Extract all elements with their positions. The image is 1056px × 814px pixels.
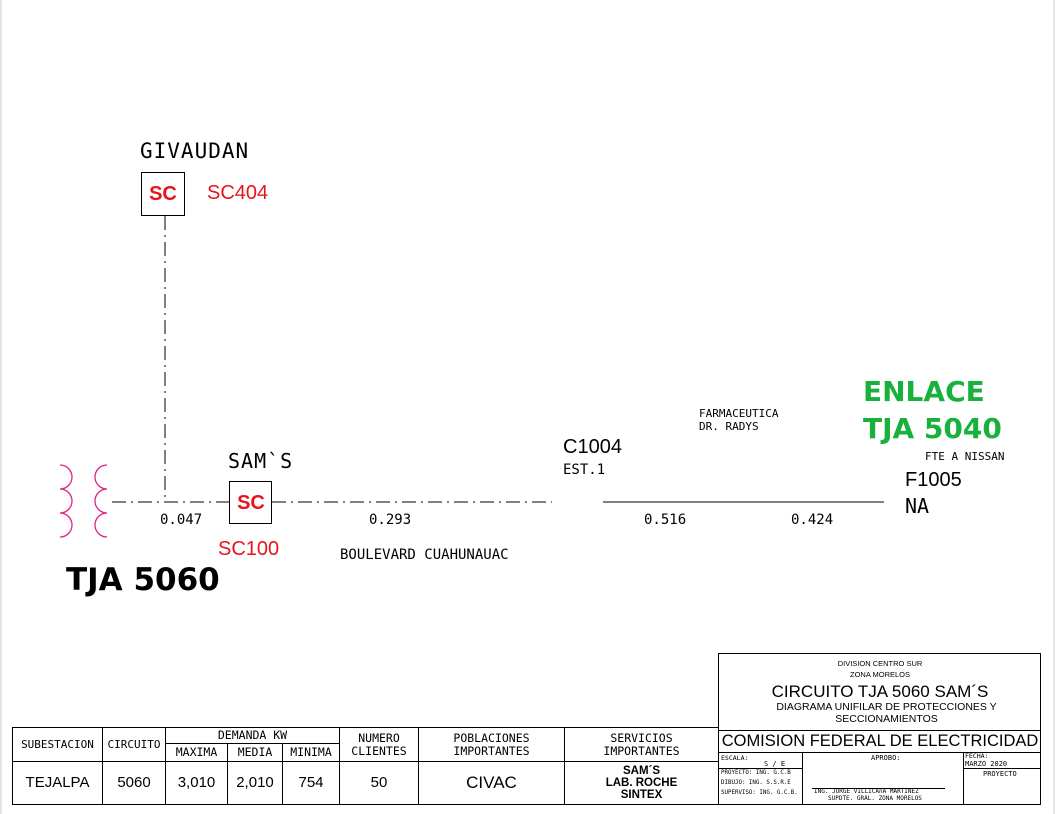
- header-numero-line2: CLIENTES: [351, 743, 407, 758]
- farmaceutica-label: FARMACEUTICA: [699, 407, 779, 420]
- cell-clientes: 50: [370, 774, 388, 792]
- tb-fecha-value: MARZO 2020: [965, 760, 1008, 768]
- tb-approver-name: ING. JORGE VILLICAñA MARTINEZ: [814, 788, 919, 795]
- tb-approver-title: SUPDTE. GRAL. ZONA MORELOS: [828, 795, 922, 802]
- header-maxima: MAXIMA: [175, 745, 218, 760]
- segment-length-2: 0.293: [369, 512, 412, 528]
- header-media: MEDIA: [237, 745, 273, 760]
- dr-radys-label: DR. RADYS: [699, 420, 759, 433]
- fte-nissan-note: FTE A NISSAN: [925, 450, 1005, 463]
- f1005-label: F1005: [905, 469, 962, 491]
- header-poblaciones-line2: IMPORTANTES: [453, 743, 530, 758]
- tb-fecha-label: FECHA:: [965, 752, 989, 760]
- enlace-label: ENLACE: [863, 375, 985, 408]
- c1004-label: C1004: [563, 436, 622, 458]
- cell-servicios: [565, 762, 718, 804]
- street-label: BOULEVARD CUAHUNAUAC: [340, 547, 509, 563]
- header-circuito: CIRCUITO: [107, 737, 161, 751]
- header-minima: MINIMA: [290, 745, 332, 760]
- header-poblaciones: [419, 728, 564, 761]
- switch-sc404-symbol: SC: [149, 182, 177, 205]
- tb-division: DIVISION CENTRO SUR: [837, 659, 923, 668]
- cell-minima: 754: [298, 774, 324, 792]
- tb-proyecto: PROYECTO: ING. G.C.B: [721, 770, 791, 776]
- tb-circuit-title: CIRCUITO TJA 5060 SAM´S: [771, 682, 989, 701]
- givaudan-label: GIVAUDAN: [140, 139, 250, 163]
- cell-poblaciones: CIVAC: [466, 773, 517, 793]
- enlace-target-label: TJA 5040: [863, 412, 1002, 445]
- f1005-state: NA: [905, 494, 930, 518]
- tb-company: COMISION FEDERAL DE ELECTRICIDAD: [721, 732, 1039, 750]
- cell-subestacion: TEJALPA: [25, 774, 90, 792]
- tb-escala-value: S / E: [764, 760, 786, 768]
- header-subestacion: SUBESTACION: [21, 737, 94, 751]
- tb-proyecto-header: PROYECTO: [983, 770, 1017, 778]
- transformer-symbol: [60, 465, 107, 537]
- sams-label: SAM`S: [228, 449, 294, 473]
- servicio-1: SAM´S: [622, 764, 661, 777]
- c1004-station: EST.1: [563, 462, 606, 478]
- tb-diagram-type-1: DIAGRAMA UNIFILAR DE PROTECCIONES Y: [776, 701, 997, 713]
- header-demanda: DEMANDA KW: [217, 728, 288, 743]
- switch-sc100-symbol: SC: [237, 491, 265, 514]
- cell-media: 2,010: [236, 774, 274, 792]
- sc100-id: SC100: [218, 538, 280, 560]
- tb-dibujo: DIBUJO: ING. S.S.R.E: [721, 780, 791, 786]
- header-numero-clientes: [340, 728, 418, 761]
- cell-maxima: 3,010: [177, 774, 216, 792]
- header-servicios: [565, 728, 718, 761]
- tb-diagram-type-2: SECCIONAMIENTOS: [835, 713, 938, 725]
- header-servicios-line2: IMPORTANTES: [603, 743, 680, 758]
- servicio-3: SINTEX: [620, 789, 663, 802]
- header-poblaciones-line1: POBLACIONES: [453, 731, 530, 746]
- cell-circuito: 5060: [117, 774, 151, 792]
- servicio-2: LAB. ROCHE: [605, 776, 678, 789]
- segment-length-1: 0.047: [160, 512, 203, 528]
- tb-escala-label: ESCALA:: [721, 754, 749, 762]
- tb-aprobo-label: APROBO:: [871, 754, 901, 762]
- tb-zona: ZONA MORELOS: [849, 670, 910, 679]
- source-circuit-label: TJA 5060: [66, 562, 220, 598]
- sc404-id: SC404: [207, 182, 269, 204]
- segment-length-3: 0.516: [644, 512, 687, 528]
- header-servicios-line1: SERVICIOS: [610, 731, 673, 746]
- segment-length-4: 0.424: [791, 512, 834, 528]
- tb-superviso: SUPERVISO: ING. G.C.B.: [721, 790, 798, 796]
- header-numero-line1: NUMERO: [358, 731, 400, 746]
